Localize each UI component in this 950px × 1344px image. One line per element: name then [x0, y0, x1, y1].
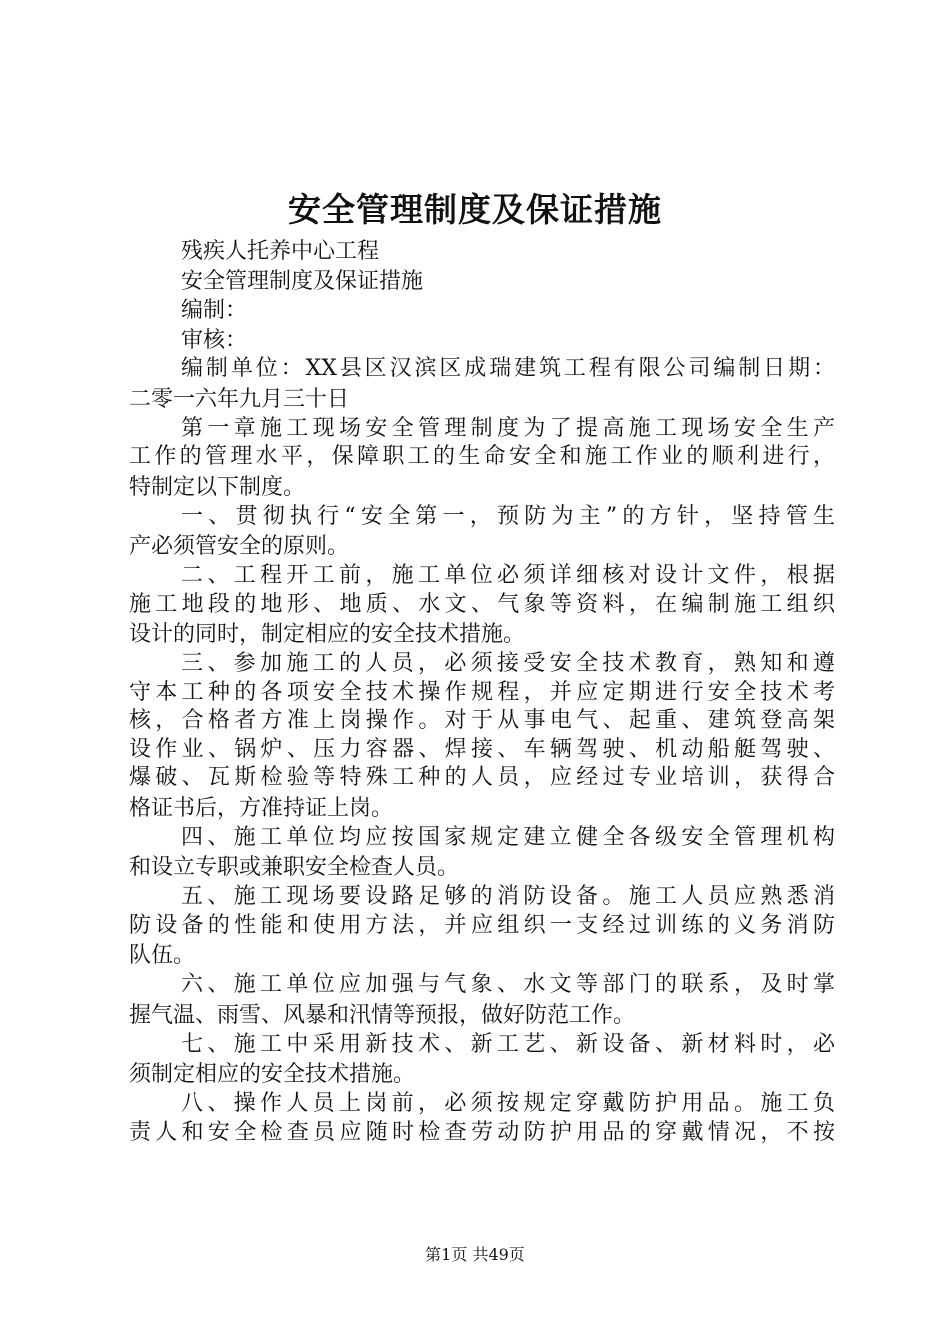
paragraph-line: 握气温、雨雪、风暴和汛情等预报，做好防范工作。: [129, 1002, 636, 1028]
paragraph-line: 施工地段的地形、地质、水文、气象等资料，在编制施工组织: [129, 591, 835, 617]
paragraph-line: 须制定相应的安全技术措施。: [129, 1062, 416, 1087]
paragraph-line: 队伍。: [129, 943, 196, 968]
paragraph-line: 核，合格者方准上岗操作。对于从事电气、起重、建筑登高架: [129, 708, 835, 733]
date-line: 二零一六年九月三十日: [129, 386, 350, 412]
paragraph-line: 爆破、瓦斯检验等特殊工种的人员，应经过专业培训，获得合: [129, 765, 835, 790]
paragraph-line: 二、工程开工前，施工单位必须详细核对设计文件，根据: [181, 563, 835, 588]
paragraph-line: 格证书后，方准持证上岗。: [129, 795, 394, 821]
paragraph-line: 设作业、锅炉、压力容器、焊接、车辆驾驶、机动船艇驾驶、: [129, 736, 835, 762]
paragraph-line: 设计的同时，制定相应的安全技术措施。: [129, 622, 526, 647]
paragraph-line: 一、贯彻执行“安全第一，预防为主”的方针，坚持管生: [181, 503, 835, 529]
page-indicator: 第1页 共49页: [425, 1245, 525, 1264]
paragraph-line: 责人和安全检查员应随时检查劳动防护用品的穿戴情况，不按: [129, 1119, 835, 1145]
paragraph-line: 六、施工单位应加强与气象、水文等部门的联系，及时掌: [181, 972, 835, 997]
paragraph-line: 三、参加施工的人员，必须接受安全技术教育，熟知和遵: [181, 651, 835, 676]
organization-line: 编制单位：XX县区汉滨区成瑞建筑工程有限公司编制日期：: [181, 356, 835, 381]
paragraph-line: 特制定以下制度。: [129, 474, 306, 500]
page-footer: [0, 1244, 950, 1266]
reviewer-line: 审核：: [181, 327, 248, 353]
paragraph-line: 第一章施工现场安全管理制度为了提高施工现场安全生产: [181, 415, 835, 441]
project-name-line: 残疾人托养中心工程: [181, 239, 380, 264]
subtitle-line: 安全管理制度及保证措施: [181, 268, 424, 294]
paragraph-line: 工作的管理水平，保障职工的生命安全和施工作业的顺利进行，: [129, 444, 835, 469]
paragraph-line: 产必须管安全的原则。: [129, 534, 350, 559]
paragraph-line: 八、操作人员上岗前，必须按规定穿戴防护用品。施工负: [181, 1091, 835, 1116]
paragraph-line: 四、施工单位均应按国家规定建立健全各级安全管理机构: [181, 824, 835, 850]
document-title: 安全管理制度及保证措施: [288, 190, 662, 229]
paragraph-line: 防设备的性能和使用方法，并应组织一支经过训练的义务消防: [129, 912, 835, 938]
paragraph-line: 七、施工中采用新技术、新工艺、新设备、新材料时，必: [181, 1031, 835, 1057]
document-body: [129, 237, 835, 1147]
paragraph-line: 和设立专职或兼职安全检查人员。: [129, 855, 460, 880]
paragraph-line: 五、施工现场要设路足够的消防设备。施工人员应熟悉消: [181, 884, 835, 909]
paragraph-line: 守本工种的各项安全技术操作规程，并应定期进行安全技术考: [129, 679, 835, 705]
compiler-line: 编制：: [181, 298, 248, 323]
